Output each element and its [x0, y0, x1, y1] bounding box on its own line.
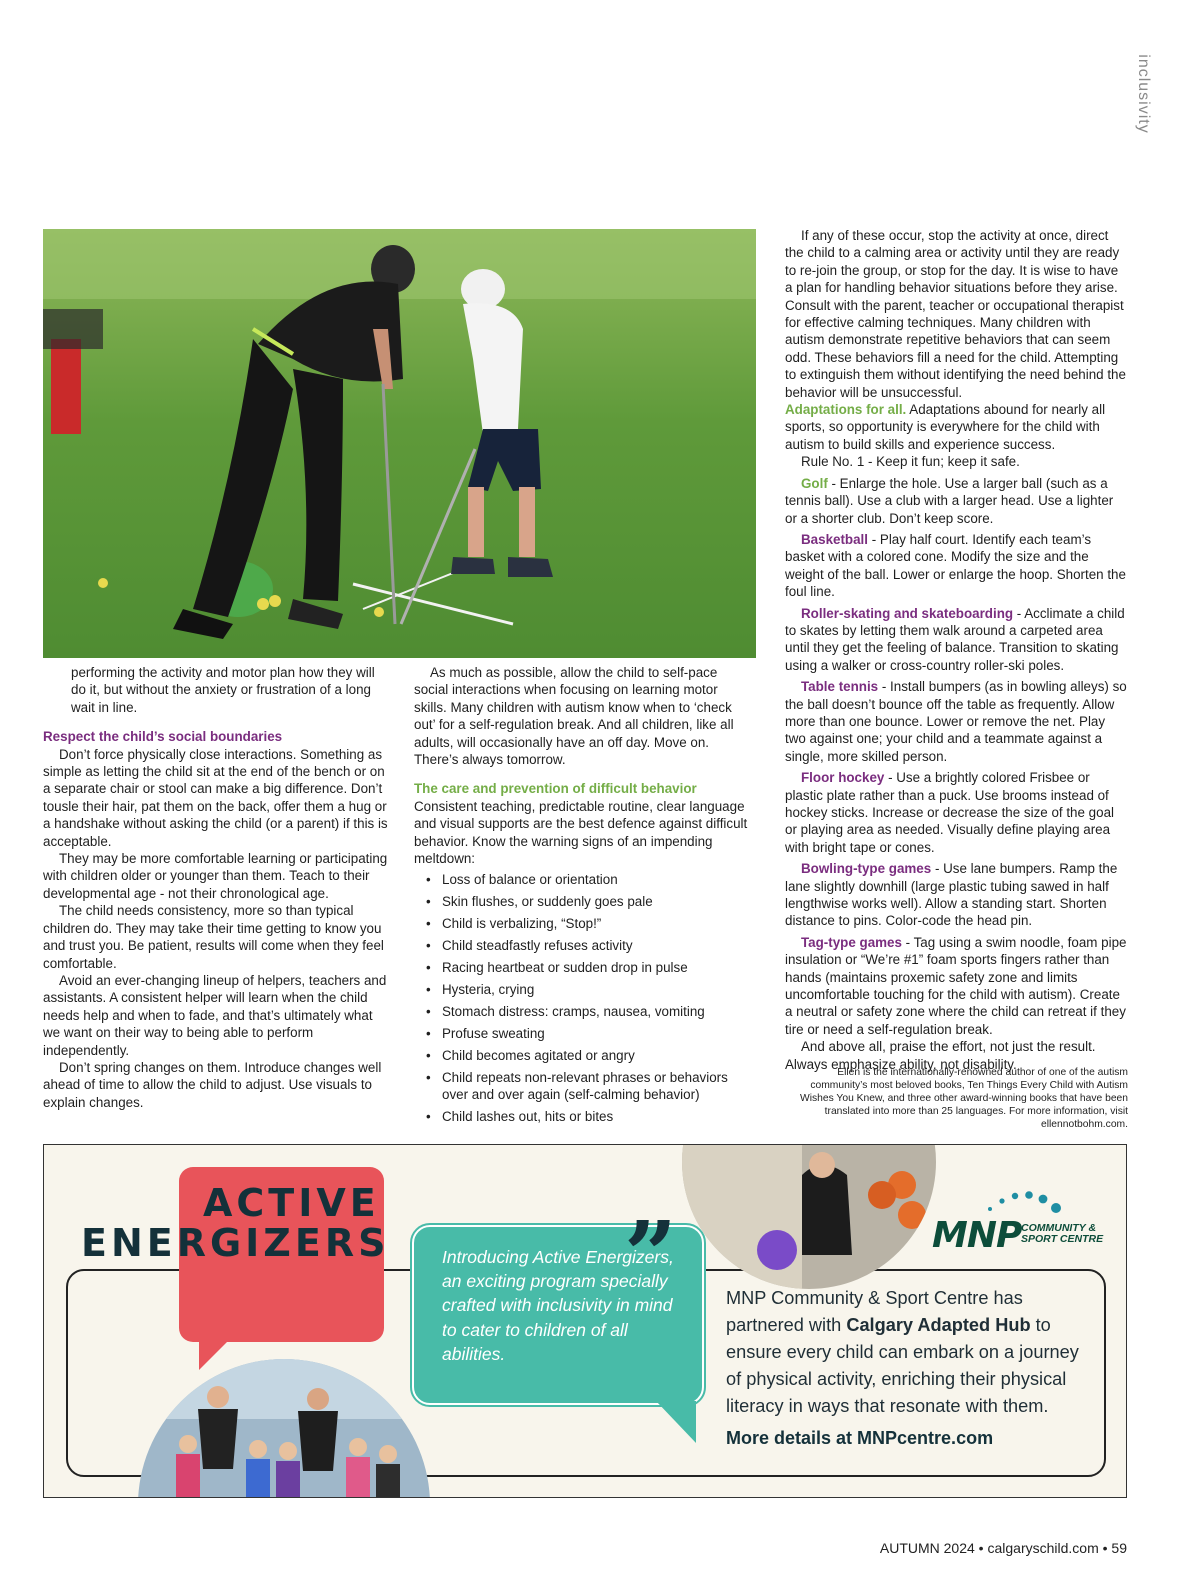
- sport-item: Tag-type games - Tag using a swim noodle, foam pipe insulation or “We’re #1” foam sports fingers rather than hands (maintains proxemic safety zone and limits uncomfortable touching for the child with autism). Create a neutral or safety zone where the child can retreat if they tire or need a self-regulation break.: [785, 934, 1127, 1037]
- sport-item: Basketball - Play half court. Identify each team’s basket with a colored cone. Modify the size and the weight of the ball. Lower or enlarge the hoop. Shorten the foul line.: [785, 531, 1126, 600]
- sport-name: Roller-skating and skateboarding: [801, 605, 1014, 621]
- column-3: [785, 227, 1128, 1073]
- section-tag: inclusivity: [1135, 54, 1152, 134]
- closing-paragraph: And above all, praise the effort, not just the result. Always emphasize ability, not disability.: [785, 1039, 1096, 1072]
- paragraph: Don’t spring changes on them. Introduce changes well ahead of time to allow the child to adjust. Use visuals to explain changes.: [43, 1059, 382, 1110]
- sport-item: Floor hockey - Use a brightly colored Frisbee or plastic plate rather than a puck. Use brooms instead of hockey sticks. Increase or decrease the size of the goal or playing area as needed. Visually define playing area with bright tape or cones.: [785, 770, 1114, 855]
- golf-lesson-photo: [43, 229, 756, 658]
- heading-difficult-behavior: The care and prevention of difficult behavior: [414, 781, 697, 797]
- author-bio: Ellen is the internationally-renowned author of one of the autism community’s most beloved books, Ten Things Every Child with Autism Wishes You Knew, and three other award-winning books that have been translated into more than 25 languages. For more information, visit ellennotbohm.com.: [800, 1067, 1129, 1130]
- sport-item: Table tennis - Install bumpers (as in bowling alleys) so the ball doesn’t bounce off the table as frequently. Allow more than one bounce. Lower or remove the net. Play two against one; your child and a teammate against a single, more skilled person.: [785, 679, 1127, 764]
- paragraph: Avoid an ever-changing lineup of helpers, teachers and assistants. A consistent helper will learn when the child needs help and when to fade, and that’s ultimately what we want on their way to being able to perform independently.: [43, 972, 387, 1058]
- child-basketball-photo: [682, 1144, 936, 1289]
- ad-headline: ACTIVE ENERGIZERS: [81, 1181, 390, 1265]
- list-item: • Skin flushes, or suddenly goes pale: [414, 893, 754, 910]
- sport-item: Bowling-type games - Use lane bumpers. Ramp the lane slightly downhill (large plastic tubing sawed in half lengthwise works well). Allow a standing start. Shorten distance to pins. Color-code the head pin.: [785, 861, 1118, 929]
- list-item: • Profuse sweating: [414, 1025, 754, 1042]
- rule-text: Rule No. 1 - Keep it fun; keep it safe.: [801, 454, 1020, 470]
- sport-item: Roller-skating and skateboarding - Acclimate a child to skates by letting them walk around a carpeted area until they get the feeling of balance. Transition to skating using a walker or cross-country roller-ski poles.: [785, 605, 1125, 673]
- page-footer: AUTUMN 2024 • calgaryschild.com • 59: [879, 1540, 1127, 1556]
- paragraph: If any of these occur, stop the activity at once, direct the child to a calming area or activity until they are ready to re-join the group, or stop for the day. It is wise to have a plan for handling behavior situations before they arise. Consult with the parent, teacher or occupational therapist for effective calming techniques. Many children with autism demonstrate repetitive behaviors that can seem odd. These behaviors fill a need for the child. Attempting to extinguish them without identifying the need behind the behavior will be unsuccessful.: [785, 228, 1126, 400]
- sport-name: Golf: [801, 475, 828, 491]
- list-item: • Racing heartbeat or sudden drop in pulse: [414, 959, 754, 976]
- mnp-advertisement: [43, 1144, 1127, 1498]
- list-item: • Stomach distress: cramps, nausea, vomiting: [414, 1003, 754, 1020]
- ad-more-details-link[interactable]: More details at MNPcentre.com: [726, 1428, 994, 1448]
- paragraph: As much as possible, allow the child to self-pace social interactions when focusing on learning motor skills. Many children with autism know when to ‘check out’ for a self-regulation break. And all children, like all adults, will occasionally have an off day. Move on. There’s always tomorrow.: [414, 665, 734, 768]
- sport-name: Table tennis: [801, 679, 879, 695]
- list-item: • Child becomes agitated or angry: [414, 1047, 754, 1064]
- list-item: • Child is verbalizing, “Stop!”: [414, 915, 754, 932]
- adaptations-paragraph: Adaptations for all. Adaptations abound for nearly all sports, so opportunity is everywhere for the child with autism to build skills and experience success.: [785, 402, 1106, 452]
- mnp-logo: MNP COMMUNITY & SPORT CENTRE: [932, 1201, 1122, 1261]
- column-2: [414, 664, 754, 1130]
- list-item: • Child repeats non-relevant phrases or behaviors over and over again (self-calming behavior): [414, 1069, 754, 1104]
- adaptations-heading: Adaptations for all.: [785, 402, 907, 418]
- sport-name: Floor hockey: [801, 770, 885, 786]
- ad-body-text: MNP Community & Sport Centre has partnered with Calgary Adapted Hub to ensure every child can embark on a journey of physical activity, enriching their physical literacy in ways that resonate with them.: [726, 1288, 1079, 1416]
- paragraph: The child needs consistency, more so than typical children do. They may take their time getting to know you and trust you. Be patient, results will come when they feel comfortable.: [43, 903, 384, 971]
- paragraph: Don’t force physically close interactions. Something as simple as letting the child sit at the end of the bench or on a separate chair or stool can make a big difference. Don’t tousle their hair, pat them on the back, offer them a hug or a handshake without asking the child (or a parent) if this is acceptable.: [43, 746, 388, 849]
- sport-item: Golf - Enlarge the hole. Use a larger ball (such as a tennis ball). Use a club with a larger head. Use a lighter or a shorter club. Don’t keep score.: [785, 475, 1114, 526]
- column-1: [43, 664, 388, 1111]
- list-item: • Child lashes out, hits or bites: [414, 1108, 754, 1125]
- paragraph: Consistent teaching, predictable routine, clear language and visual supports are the best defence against difficult behavior. Know the warning signs of an impending meltdown:: [414, 798, 748, 867]
- ad-quote-text: Introducing Active Energizers, an exciting program specially crafted with inclusivity in mind to cater to children of all abilities.: [442, 1247, 674, 1364]
- list-item: • Child steadfastly refuses activity: [414, 937, 754, 954]
- quote-icon: ”: [624, 1201, 677, 1309]
- sport-name: Tag-type games: [801, 934, 902, 950]
- intro-text: performing the activity and motor plan how they will do it, but without the anxiety or frustration of a long wait in line.: [71, 665, 375, 715]
- paragraph: They may be more comfortable learning or participating with children older or younger than them. Teach to their developmental age - not their chronological age.: [43, 851, 388, 901]
- sport-name: Bowling-type games: [801, 861, 932, 877]
- heading-social-boundaries: Respect the child’s social boundaries: [43, 729, 283, 745]
- list-item: • Loss of balance or orientation: [414, 871, 754, 888]
- list-item: • Hysteria, crying: [414, 981, 754, 998]
- warning-signs-list: [414, 871, 754, 1125]
- sport-name: Basketball: [801, 531, 868, 547]
